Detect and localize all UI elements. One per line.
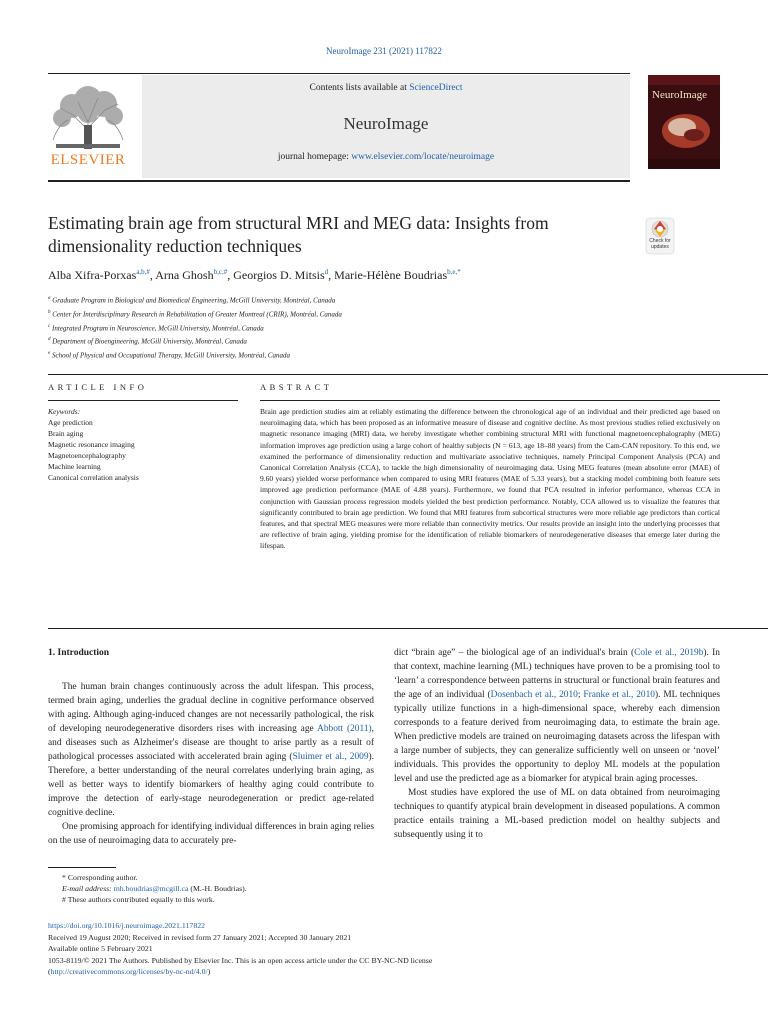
header-bottom-rule <box>48 180 630 182</box>
author-name[interactable]: Alba Xifra-Porxas <box>48 268 137 282</box>
keyword: Age prediction <box>48 418 93 427</box>
author-name[interactable]: Georgios D. Mitsis <box>233 268 325 282</box>
keyword: Magnetic resonance imaging <box>48 440 135 449</box>
author-affiliation-marks[interactable]: b,e,* <box>447 268 461 276</box>
journal-cover-image <box>648 75 720 169</box>
article-info-rule <box>48 400 238 401</box>
homepage-prefix: journal homepage: <box>277 152 352 162</box>
footnote-text: Corresponding author. <box>67 873 138 882</box>
email-link[interactable]: mh.boudrias@mcgill.ca <box>113 884 189 893</box>
section-heading-introduction: 1. Introduction <box>48 648 110 658</box>
paragraph-text: , and diseases such as Alzheimer's disease are thought to arise partly as a result of pathological processes associated with accelerated brain aging ( <box>48 724 374 762</box>
affiliation-mark: a <box>48 296 51 301</box>
affiliation-mark: b <box>48 309 51 315</box>
affiliation-text: Graduate Program in Biological and Biomedical Engineering, McGill University, Montréal, Canada <box>52 296 336 305</box>
affiliation-text: Center for Interdisciplinary Research in Rehabilitation of Greater Montreal (CRIR), Montréal, Canada <box>52 310 342 319</box>
homepage-line <box>142 152 630 162</box>
affiliation <box>48 321 688 335</box>
body-right-column <box>394 646 720 842</box>
footnote-email <box>48 883 388 894</box>
article-title: Estimating brain age from structural MRI and MEG data: Insights from dimensionality reduction techniques <box>48 213 549 256</box>
license-link-line: (http://creativecommons.org/licenses/by-nc-nd/4.0/) <box>48 967 211 976</box>
abstract-heading: ABSTRACT <box>260 382 333 392</box>
affiliation-mark: d <box>48 337 51 343</box>
affiliation-text: Integrated Program in Neuroscience, McGill University, Montréal, Canada <box>51 323 264 332</box>
doi-link[interactable]: https://doi.org/10.1016/j.neuroimage.2021.117822 <box>48 921 206 930</box>
keywords-label: Keywords: <box>48 407 81 416</box>
paragraph: One promising approach for identifying individual differences in brain aging relies on the use of neuroimaging data to accurately pre- <box>48 822 374 846</box>
header-top-rule <box>48 73 630 74</box>
section-bottom-rule <box>48 628 768 629</box>
affiliations <box>48 293 688 362</box>
author-name[interactable]: Arna Ghosh <box>155 268 214 282</box>
email-suffix: (M.-H. Boudrias). <box>188 884 247 893</box>
affiliation-text: Department of Bioengineering, McGill University, Montréal, Canada <box>52 337 247 346</box>
keyword: Brain aging <box>48 429 84 438</box>
keyword: Canonical correlation analysis <box>48 473 139 482</box>
citation-link[interactable]: Franke et al., 2010 <box>583 690 655 700</box>
paragraph <box>48 680 374 820</box>
author-name[interactable]: Marie-Hélène Boudrias <box>334 268 448 282</box>
footnote-corresponding: * Corresponding author. <box>62 873 138 882</box>
author-affiliation-marks[interactable]: b,c,# <box>213 268 228 276</box>
paragraph-text: ; <box>577 690 584 700</box>
section-top-rule <box>48 374 768 375</box>
cover-title: NeuroImage <box>652 89 707 101</box>
journal-reference[interactable]: NeuroImage 231 (2021) 117822 <box>326 46 442 56</box>
check-for-updates-label <box>630 238 690 250</box>
affiliation <box>48 334 688 348</box>
footnote-rule <box>48 867 116 868</box>
journal-name: NeuroImage <box>343 114 429 133</box>
footnotes <box>48 872 388 905</box>
article-info-heading: ARTICLE INFO <box>48 382 148 392</box>
paragraph-text: The human brain changes continuously across the adult lifespan. This process, termed brain aging, underlies the gradual decline in cognitive performance observed with aging. Although aging-induced changes are not necessarily pathological, the risk of developing neurodegenerative disorders rises with increasing age <box>48 682 374 734</box>
paragraph: Most studies have explored the use of ML on data obtained from neuroimaging techniques to quantify atypical brain development in diseased populations. A common practice entails training a ML-based prediction model on healthy subjects and subsequently using it to <box>394 788 720 840</box>
author-affiliation-marks[interactable]: a,b,# <box>136 268 150 276</box>
affiliation <box>48 293 688 307</box>
abstract-rule <box>260 400 720 401</box>
paragraph-text: ). Therefore, a better understanding of the neural correlates underlying brain aging, as well as better ways to identify biomarkers of healthy aging could contribute to improve the detection of early-stage neurodegeneration or predict age-related cognitive decline. <box>48 752 375 818</box>
affiliation-text: School of Physical and Occupational Therapy, McGill University, Montréal, Canada <box>51 351 290 360</box>
check-for-updates-icon[interactable] <box>640 216 680 256</box>
citation-link[interactable]: Dosenbach et al., 2010 <box>490 690 578 700</box>
author-list: Alba Xifra-Porxas$^{a,b,\#}$, Arna Ghosh$^{b,c,\#}$, Georgios D. Mitsis$^d$, Marie-Hélène Boudrias$^{b,e,*}$ <box>48 268 461 282</box>
paragraph-text: ). In that context, machine learning (ML) techniques have proven to be a promising tool to ‘learn’ a correspondence between patterns in structural or functional brain features and the age of an individual ( <box>394 648 720 700</box>
available-online: Available online 5 February 2021 <box>48 944 153 953</box>
received-dates: Received 19 August 2020; Received in revised form 27 January 2021; Accepted 30 January 2021 <box>48 932 352 942</box>
email-label: E-mail address: <box>62 884 114 893</box>
keyword: Machine learning <box>48 462 101 471</box>
citation-link[interactable]: Abbott (2011) <box>317 724 372 734</box>
abstract-text: Brain age prediction studies aim at reliably estimating the difference between the chronological age of an individual and their predicted age based on neuroimaging data, which has been proposed as an informative measure of disease and cognitive decline. As most previous studies relied exclusively on magnetic resonance imaging (MRI) data, we hereby investigate whether combining structural MRI with functional magnetoencephalography (MEG) information improves age prediction using a large cohort of healthy subjects (N = 613, age 18–88 years) from the Cam-CAN repository. To this end, we examined the performance of dimensionality reduction and multivariate associative techniques, namely Principal Component Analysis (PCA) and Canonical Correlation Analysis (CCA), to tackle the high dimensionality of neuroimaging data. Using MEG features (mean absolute error (MAE) of 9.60 years) yielded worse performance when compared to using MRI features (MAE of 5.33 years), but a stacking model combining both feature sets improved age prediction performance (MAE of 4.88 years). Furthermore, we found that PCA resulted in inferior performance, whereas CCA in conjunction with Gaussian process regression models yielded the best prediction performance. Notably, CCA allowed us to visualize the features that significantly contributed to brain age prediction. We found that MRI features from subcortical structures were more reliable age predictors than cortical features, and that spectral MEG measures were more reliable than connectivity metrics. Our results provide an insight into the underlying processes that are reflective of brain aging, yielding promise for the identification of reliable biomarkers of neurodegenerative diseases that emerge later during the lifespan. <box>260 407 720 551</box>
license-link[interactable]: http://creativecommons.org/licenses/by-nc-nd/4.0/ <box>50 967 208 976</box>
affiliation <box>48 348 688 362</box>
paragraph-text: ). ML techniques typically utilize functions in a high-dimensional space, whereby each dimension corresponds to a feature derived from neuroimaging data, to estimate the brain age. When predictive models are trained on neuroimaging datasets across the lifespan with a large number of subjects, they can generalize sufficiently well on unseen or ‘novel’ individuals. This provides the opportunity to deploy ML models at the population level and use the predicted age as a biomarker for atypical brain aging processes. <box>394 690 720 784</box>
sciencedirect-link[interactable]: ScienceDirect <box>409 83 463 93</box>
author-affiliation-marks[interactable]: d <box>324 268 329 276</box>
paragraph-text: dict “brain age” – the biological age of an individual's brain ( <box>394 648 635 658</box>
keyword: Magnetoencephalography <box>48 451 126 460</box>
citation-link[interactable]: Cole et al., 2019b <box>634 648 704 658</box>
citation-link[interactable]: Sluimer et al., 2009 <box>292 752 369 762</box>
contents-line <box>142 83 630 93</box>
body-left-column <box>48 646 374 848</box>
keywords-block <box>48 406 228 483</box>
check-for-updates-line2: updates <box>651 244 669 250</box>
affiliation <box>48 307 688 321</box>
journal-homepage-link[interactable]: www.elsevier.com/locate/neuroimage <box>351 152 495 162</box>
paragraph <box>394 646 720 786</box>
check-for-updates-line1: Check for <box>649 238 671 244</box>
footnote-equal-contribution: # These authors contributed equally to this work. <box>62 895 215 904</box>
contents-prefix: Contents lists available at <box>309 83 410 93</box>
footnote-text: These authors contributed equally to this work. <box>67 895 215 904</box>
affiliation-mark: c <box>48 323 51 329</box>
affiliation-mark: e <box>48 351 51 357</box>
license-text: 1053-8119/© 2021 The Authors. Published by Elsevier Inc. This is an open access article under the CC BY-NC-ND license <box>48 955 433 965</box>
article-meta <box>48 920 688 978</box>
publisher-wordmark: ELSEVIER <box>50 152 126 168</box>
